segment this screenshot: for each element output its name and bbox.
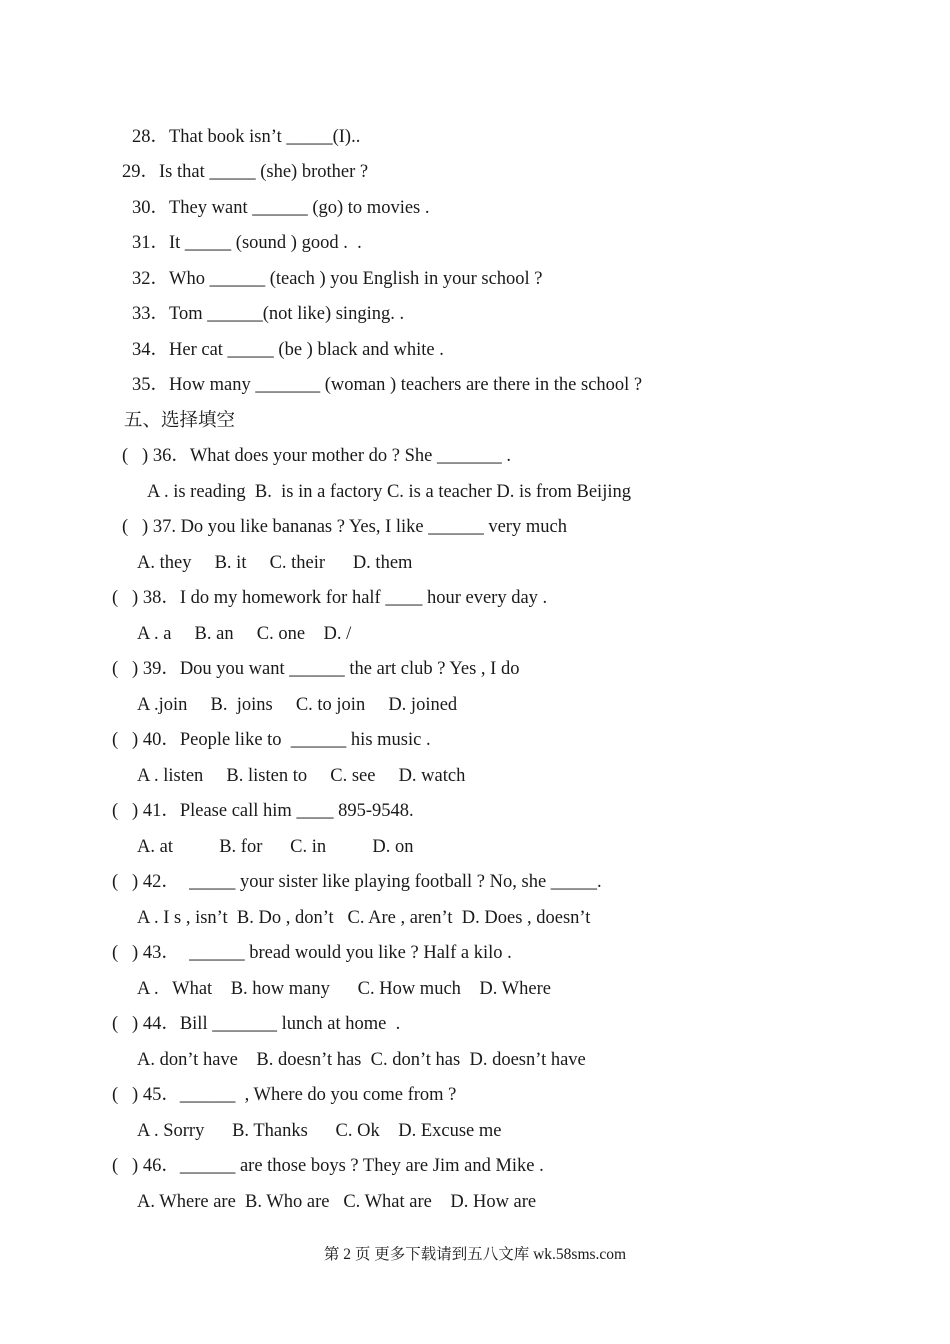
options-46: A. Where are B. Who are C. What are D. How are [137,1192,537,1212]
fill-in-item-28: 28．That book isn’t _____(I).. [132,127,361,147]
fill-in-item-33: 33．Tom ______(not like) singing. . [132,304,405,324]
options-42: A . I s , isn’t B. Do , don’t C. Are , aren’t D. Does , doesn’t [137,908,591,928]
question-41: ( ) 41．Please call him ____ 895-9548. [112,801,414,821]
options-41: A. at B. for C. in D. on [137,837,414,857]
question-46: ( ) 46．______ are those boys ? They are Jim and Mike . [112,1156,544,1176]
page-footer: 第 2 页 更多下载请到五八文库 wk.58sms.com [323,1246,627,1263]
options-44: A. don’t have B. doesn’t has C. don’t has D. doesn’t have [137,1050,586,1070]
question-36: ( ) 36．What does your mother do ? She _______ . [122,446,511,466]
fill-in-item-29: 29．Is that _____ (she) brother ? [122,162,369,182]
options-45: A . Sorry B. Thanks C. Ok D. Excuse me [137,1121,502,1141]
question-42: ( ) 42． _____ your sister like playing football ? No, she _____. [112,872,602,892]
options-39: A .join B. joins C. to join D. joined [137,695,458,715]
fill-in-item-31: 31．It _____ (sound ) good . . [132,233,362,253]
options-37: A. they B. it C. their D. them [137,553,413,573]
question-37: ( ) 37. Do you like bananas ? Yes, I like ______ very much [122,517,567,537]
question-45: ( ) 45．______ , Where do you come from ? [112,1085,457,1105]
question-43: ( ) 43． ______ bread would you like ? Half a kilo . [112,943,512,963]
fill-in-item-32: 32．Who ______ (teach ) you English in your school ? [132,269,543,289]
question-38: ( ) 38．I do my homework for half ____ hour every day . [112,588,548,608]
section-title: 五、选择填空 [124,411,236,431]
fill-in-item-35: 35．How many _______ (woman ) teachers are there in the school ? [132,375,643,395]
question-44: ( ) 44．Bill _______ lunch at home . [112,1014,401,1034]
question-39: ( ) 39．Dou you want ______ the art club ? Yes , I do [112,659,520,679]
fill-in-item-34: 34．Her cat _____ (be ) black and white . [132,340,444,360]
options-36: A . is reading B. is in a factory C. is a teacher D. is from Beijing [147,482,631,502]
options-43: A . What B. how many C. How much D. Where [137,979,551,999]
fill-in-item-30: 30．They want ______ (go) to movies . [132,198,430,218]
question-40: ( ) 40．People like to ______ his music . [112,730,431,750]
options-40: A . listen B. listen to C. see D. watch [137,766,466,786]
options-38: A . a B. an C. one D. / [137,624,352,644]
